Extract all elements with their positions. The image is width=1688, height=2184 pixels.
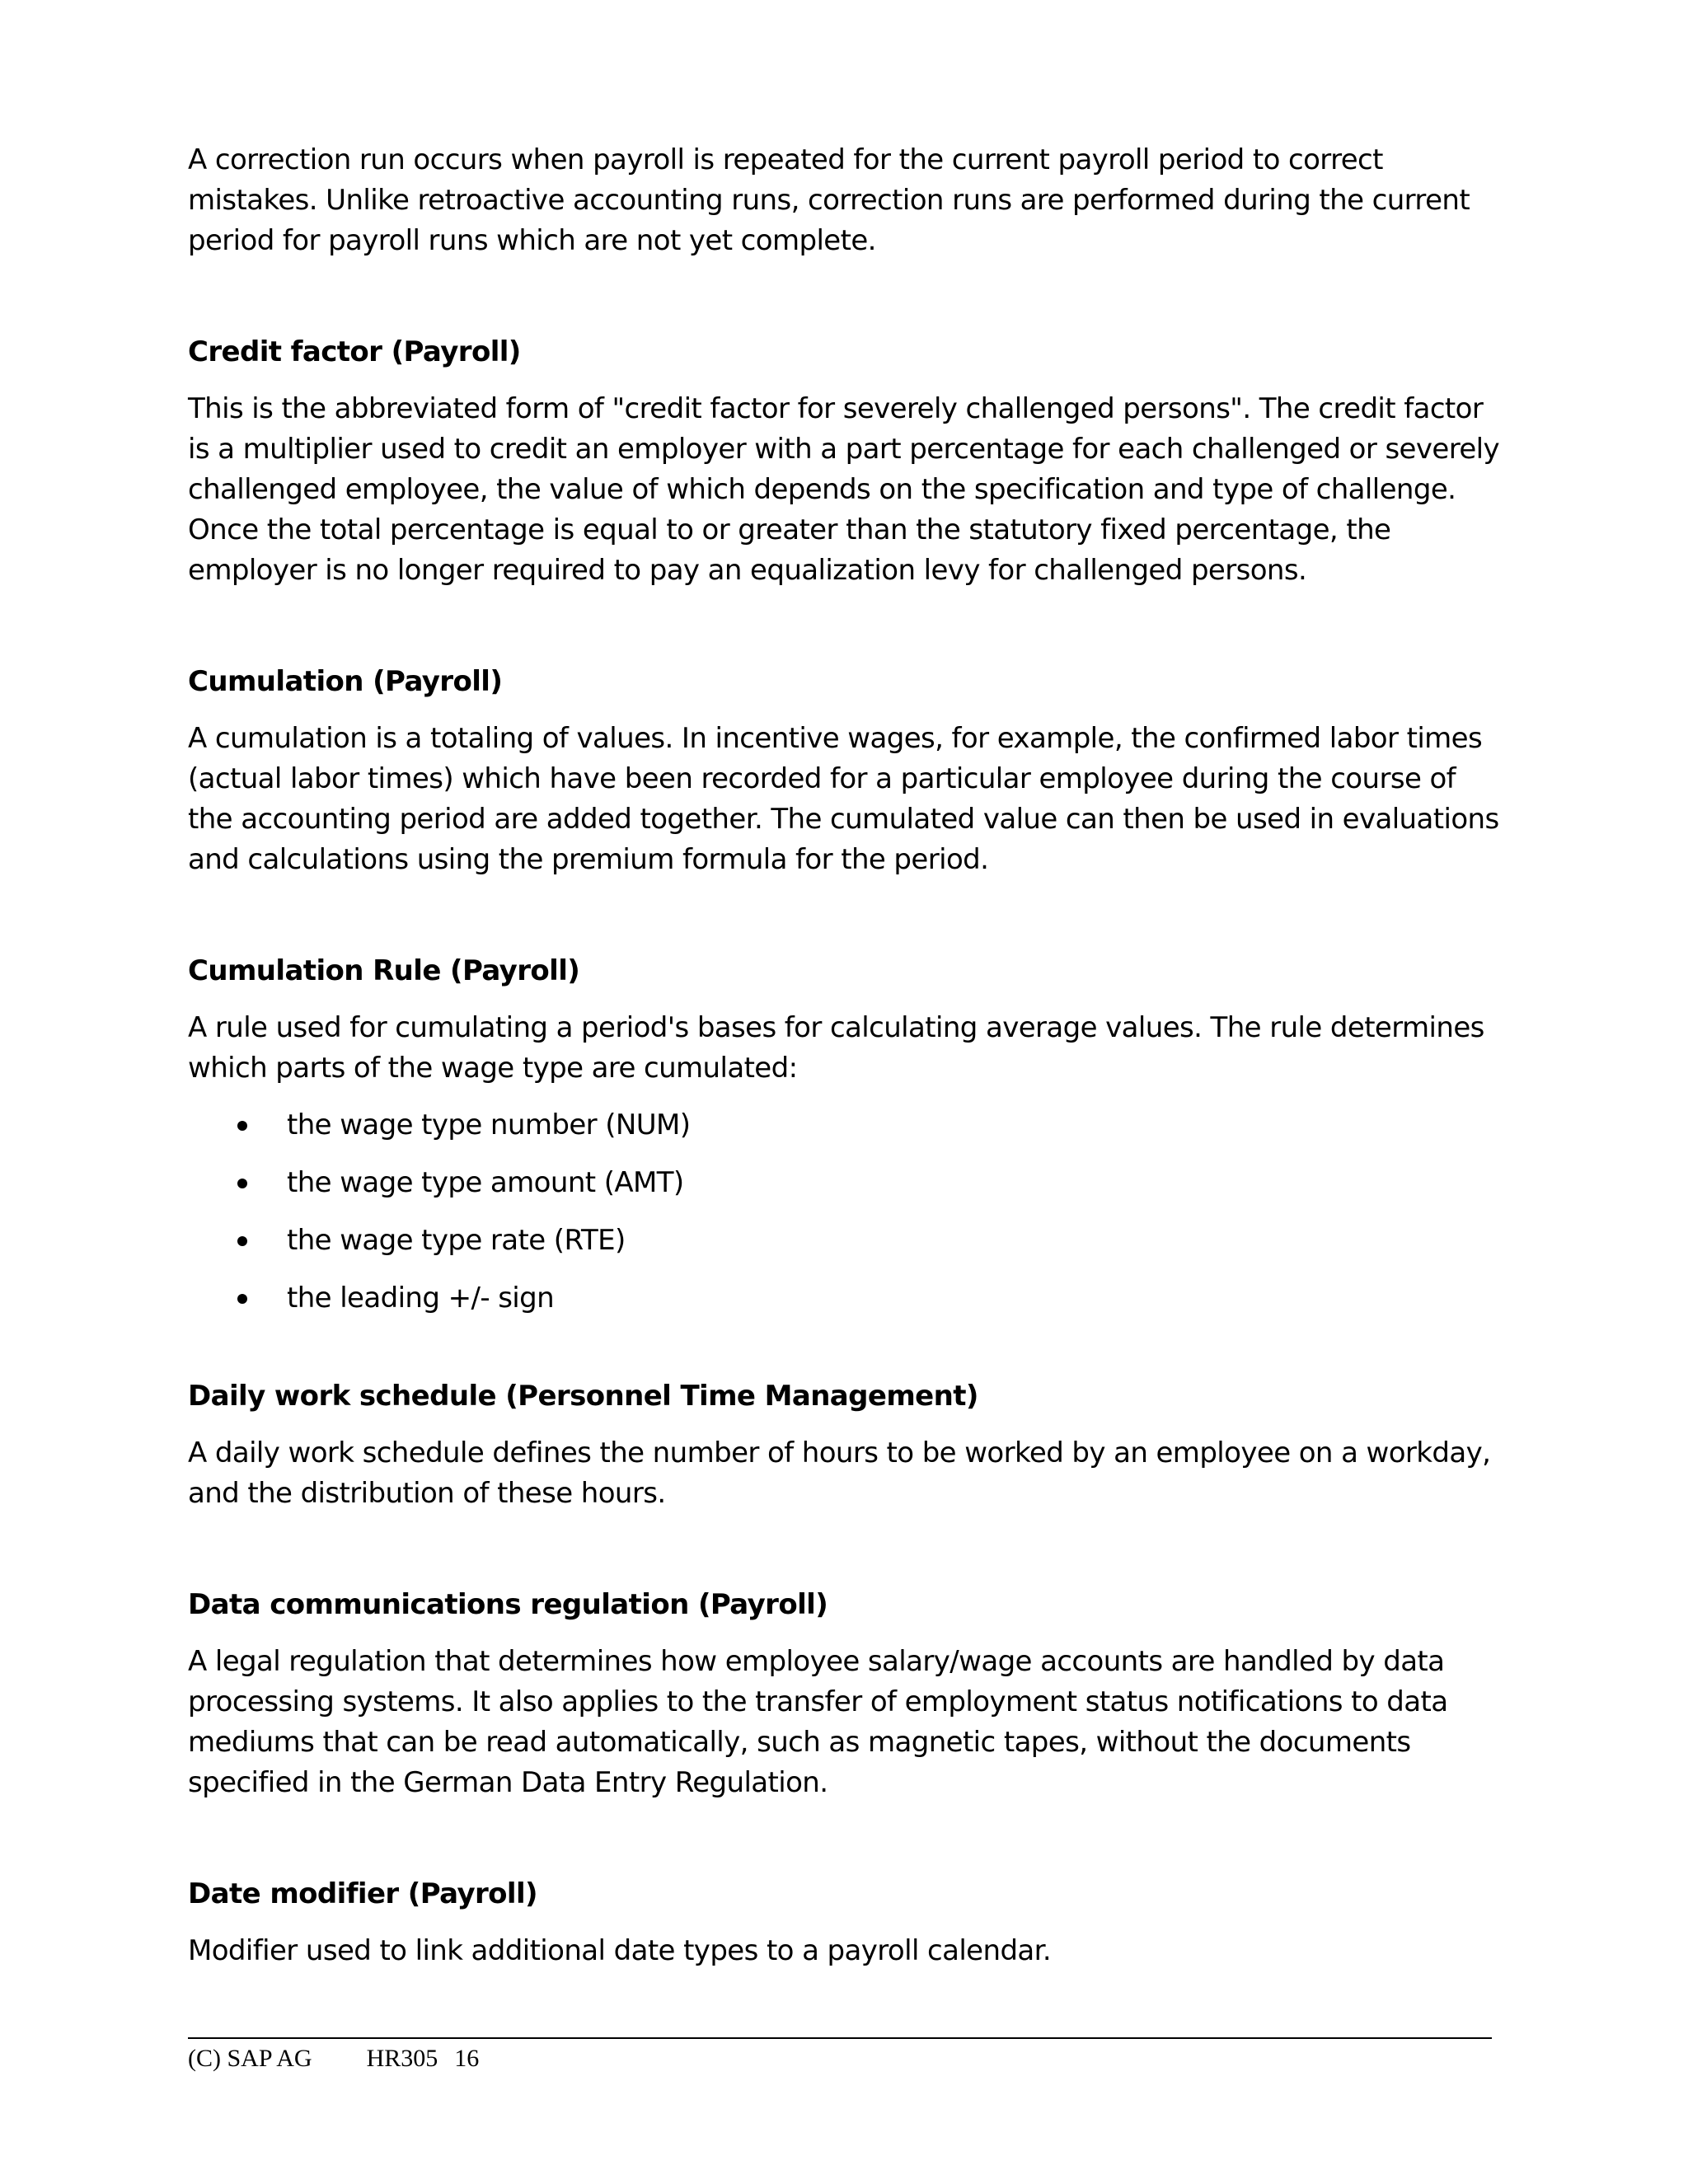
term-heading: Cumulation (Payroll) [188,665,503,698]
glossary-entry-cumulation-rule [188,951,1507,1319]
footer-page-number: 16 [454,2045,480,2072]
term-heading: Credit factor (Payroll) [188,335,521,368]
footer-divider [188,2037,1492,2039]
list-item: the wage type amount (AMT) [188,1163,1507,1203]
bullet-icon [237,1294,247,1304]
footer-course-code: HR305 [366,2045,438,2072]
list-item: the leading +/- sign [188,1278,1507,1319]
bullet-icon [237,1121,247,1131]
term-heading: Date modifier (Payroll) [188,1877,537,1910]
glossary-entry-credit-factor [188,332,1507,591]
glossary-entry-daily-work-schedule [188,1376,1507,1514]
glossary-entry-cumulation [188,662,1507,880]
term-definition: A cumulation is a totaling of values. In incentive wages, for example, the confirmed labor times (actual labor times) which have been recorded for a particular employee during the course of the accounting period are added together. The cumulated value can then be used in evaluations and calculations using the premium formula for the period. [188,722,1499,876]
term-definition: This is the abbreviated form of "credit factor for severely challenged persons". The credit factor is a multiplier used to credit an employer with a part percentage for each challenged or severely challenged employee, the value of which depends on the specification and type of challenge. Once the total percentage is equal to or greater than the statutory fixed percentage, the employer is no longer required to pay an equalization levy for challenged persons. [188,392,1500,587]
list-item: the wage type number (NUM) [188,1105,1507,1146]
term-heading: Data communications regulation (Payroll) [188,1588,828,1621]
bullet-icon [237,1179,247,1188]
term-definition: A rule used for cumulating a period's bases for calculating average values. The rule determines which parts of the wage type are cumulated: [188,1011,1484,1085]
intro-paragraph: A correction run occurs when payroll is repeated for the current payroll period to correct mistakes. Unlike retroactive accounting runs, correction runs are performed during the current period for payroll runs which are not yet complete. [188,143,1470,257]
bullet-list [188,1105,1507,1319]
term-definition: A daily work schedule defines the number of hours to be worked by an employee on a workday, and the distribution of these hours. [188,1436,1491,1510]
term-definition: A legal regulation that determines how employee salary/wage accounts are handled by data processing systems. It also applies to the transfer of employment status notifications to data mediums that can be read automatically, such as magnetic tapes, without the documents specified in the German Data Entry Regulation. [188,1645,1448,1799]
page-footer [188,2042,479,2075]
bullet-icon [237,1236,247,1246]
glossary-page [188,140,1507,1971]
footer-copyright: (C) SAP AG [188,2045,312,2072]
term-heading: Cumulation Rule (Payroll) [188,954,580,987]
term-heading: Daily work schedule (Personnel Time Management) [188,1380,978,1413]
glossary-entry-data-communications-regulation [188,1585,1507,1803]
list-item: the wage type rate (RTE) [188,1221,1507,1261]
term-definition: Modifier used to link additional date types to a payroll calendar. [188,1934,1052,1967]
glossary-entry-date-modifier [188,1874,1507,1971]
